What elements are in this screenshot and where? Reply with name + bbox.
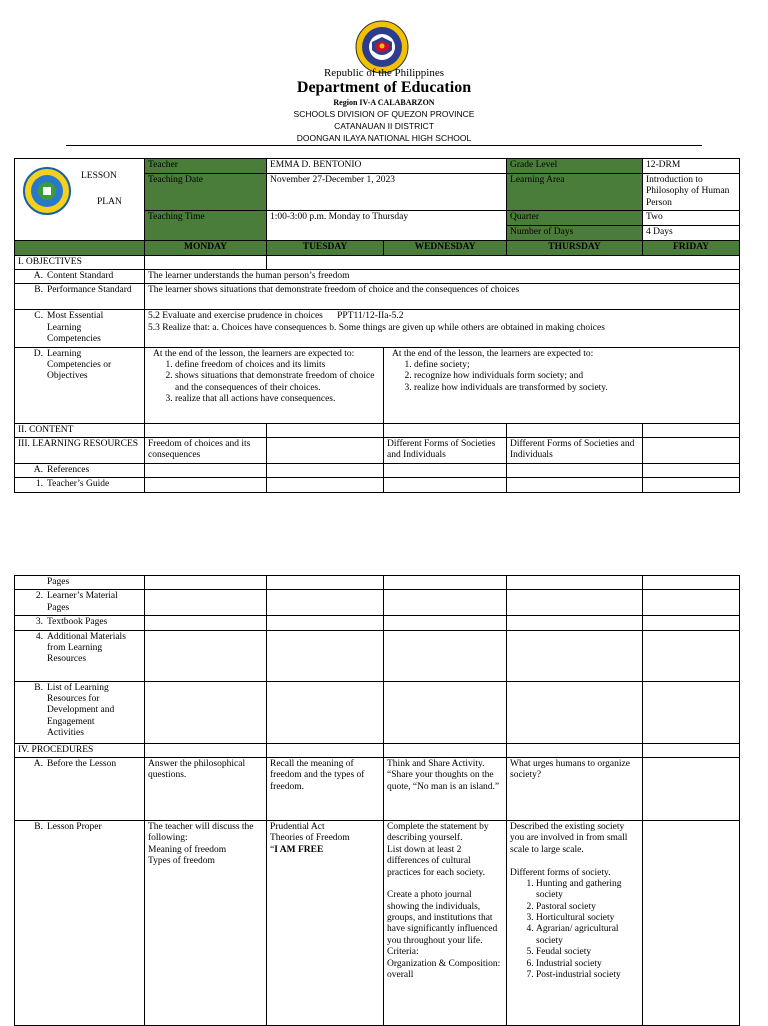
objectives-list: [153, 360, 380, 406]
empty-cell: [507, 463, 643, 477]
label-key: B.: [34, 682, 43, 693]
day-header-tuesday: TUESDAY: [267, 241, 384, 255]
before-lesson-thursday: What urges humans to organize society?: [507, 757, 643, 820]
label-text: Lesson Proper: [47, 821, 102, 832]
objective-item: 3. realize that all actions have consequences.: [175, 394, 380, 405]
objectives-list: [392, 360, 736, 394]
label-key: B.: [34, 285, 43, 296]
empty-cell: [507, 423, 643, 437]
content-standard-label: [15, 269, 145, 283]
content-standard-text: The learner understands the human person’s freedom: [145, 269, 740, 283]
empty-cell: [145, 681, 267, 743]
society-form-item: 5. Feudal society: [536, 947, 639, 958]
empty-cell: [267, 590, 384, 616]
resources-thursday: Different Forms of Societies and Individuals: [507, 437, 643, 463]
empty-cell: [507, 616, 643, 630]
empty-cell: [267, 576, 384, 590]
label-text: List of Learning Resources for Development and Engagement Activities: [47, 682, 115, 739]
lesson-proper-label: [15, 820, 145, 1025]
objectives-intro: At the end of the lesson, the learners are expected to:: [153, 348, 355, 359]
learning-area-label: Learning Area: [507, 174, 643, 211]
deped-seal-logo: [355, 20, 409, 74]
empty-cell: [643, 757, 740, 820]
empty-cell: [267, 478, 384, 492]
label-key: C.: [34, 311, 43, 322]
teaching-time-label: Teaching Time: [145, 211, 267, 241]
society-form-item: 7. Post-industrial society: [536, 970, 639, 981]
lesson-proper-monday: The teacher will discuss the following: Meaning of freedom Types of freedom: [145, 820, 267, 1025]
performance-standard-label: [15, 284, 145, 310]
empty-cell: [507, 590, 643, 616]
empty-cell: [643, 576, 740, 590]
department-title: Department of Education: [296, 79, 472, 96]
resources-wednesday: Different Forms of Societies and Individuals: [384, 437, 507, 463]
teaching-time-value: 1:00-3:00 p.m. Monday to Thursday: [267, 211, 507, 241]
label-key: A.: [33, 464, 43, 475]
performance-standard-text: The learner shows situations that demonstrate freedom of choice and the consequences of choices: [145, 284, 740, 310]
school-logo: [23, 167, 71, 215]
republic-text: Republic of the Philippines: [323, 67, 445, 79]
objective-item: 3. realize how individuals are transformed by society.: [414, 383, 736, 394]
empty-cell: [507, 576, 643, 590]
empty-cell: [384, 478, 507, 492]
days-value: 4 Days: [643, 226, 740, 241]
lesson-plan-table-page2: [14, 575, 740, 1026]
label-text: Learner’s Material Pages: [47, 591, 118, 613]
objective-item: 2. recognize how individuals form society; and: [414, 371, 736, 382]
empty-cell: [267, 743, 384, 757]
textbook-pages-label: [15, 616, 145, 630]
empty-cell: [145, 463, 267, 477]
teacher-value: EMMA D. BENTONIO: [267, 159, 507, 174]
society-form-item: 3. Horticultural society: [536, 913, 639, 924]
objectives-d-label: [15, 347, 145, 423]
label-key: A.: [33, 758, 43, 769]
day-header-friday: FRIDAY: [643, 241, 740, 255]
empty-cell: [643, 478, 740, 492]
empty-cell: [145, 590, 267, 616]
empty-cell: [384, 616, 507, 630]
empty-cell: [145, 423, 267, 437]
quarter-label: Quarter: [507, 211, 643, 226]
header-divider: [66, 145, 702, 146]
before-lesson-tuesday: Recall the meaning of freedom and the types of freedom.: [267, 757, 384, 820]
day-header-thursday: THURSDAY: [507, 241, 643, 255]
empty-cell: [507, 478, 643, 492]
objectives-wed-thu: [384, 347, 740, 423]
day-header-monday: MONDAY: [145, 241, 267, 255]
learners-material-label: [15, 590, 145, 616]
district-text: CATANAUAN II DISTRICT: [334, 121, 434, 131]
empty-cell: [643, 590, 740, 616]
empty-cell: [267, 437, 384, 463]
learning-resources-label: III. LEARNING RESOURCES: [15, 437, 145, 463]
empty-cell: [267, 423, 384, 437]
empty-cell: [643, 437, 740, 463]
label-text: Most Essential Learning Competencies: [47, 311, 104, 345]
empty-cell: [267, 681, 384, 743]
empty-cell: [145, 478, 267, 492]
empty-cell: [267, 616, 384, 630]
lesson-plan-title-cell: [15, 159, 145, 241]
label-text: References: [47, 464, 90, 475]
empty-cell: [643, 743, 740, 757]
lesson-title: LESSON: [81, 171, 117, 181]
additional-materials-label: [15, 630, 145, 681]
empty-cell: [643, 423, 740, 437]
objectives-intro: At the end of the lesson, the learners are expected to:: [392, 348, 594, 359]
teachers-guide-label: [15, 478, 145, 492]
empty-cell: [267, 255, 740, 269]
quarter-value: Two: [643, 211, 740, 226]
label-key: 2.: [35, 591, 43, 602]
lesson-plan-table-page1: [14, 158, 740, 493]
empty-cell: [507, 681, 643, 743]
lesson-proper-tuesday: [267, 820, 384, 1025]
label-text: Pages: [47, 577, 70, 587]
society-form-item: 1. Hunting and gathering society: [536, 879, 639, 902]
label-text: Additional Materials from Learning Resources: [47, 631, 126, 665]
empty-cell: [145, 616, 267, 630]
lesson-proper-thursday: [507, 820, 643, 1025]
empty-cell: [145, 630, 267, 681]
procedures-section-label: IV. PROCEDURES: [15, 743, 145, 757]
label-key: 4.: [35, 631, 43, 642]
i-am-free-text: I AM FREE: [274, 844, 324, 855]
label-text: Textbook Pages: [47, 617, 108, 628]
learning-area-value: Introduction to Philosophy of Human Person: [643, 174, 740, 211]
empty-cell: [643, 681, 740, 743]
days-label: Number of Days: [507, 226, 643, 241]
lesson-proper-tuesday-text: Prudential Act Theories of Freedom “: [270, 821, 350, 855]
label-key: 1.: [35, 479, 43, 490]
region-text: Region IV-A CALABARZON: [333, 98, 435, 107]
empty-cell: [384, 743, 507, 757]
objective-item: 1. define society;: [414, 360, 736, 371]
lesson-proper-thursday-intro: Described the existing society you are involved in from small scale to large scale. Different forms of society.: [510, 821, 628, 878]
melc-line-2: 5.3 Realize that: a. Choices have consequences b. Some things are given up while others are obtained in making choices: [148, 322, 605, 333]
teaching-date-label: Teaching Date: [145, 174, 267, 211]
label-key: D.: [33, 348, 43, 359]
empty-cell: [643, 630, 740, 681]
references-label: [15, 463, 145, 477]
melc-line-1: 5.2 Evaluate and exercise prudence in choices PPT11/12-IIa-5.2: [148, 311, 404, 322]
empty-cell: [643, 616, 740, 630]
empty-cell: [507, 630, 643, 681]
label-text: Performance Standard: [47, 285, 132, 296]
pages-label: [15, 576, 145, 590]
before-lesson-label: [15, 757, 145, 820]
empty-cell: [384, 423, 507, 437]
grade-value: 12-DRM: [643, 159, 740, 174]
empty-cell: [267, 630, 384, 681]
melc-text: [145, 310, 740, 347]
empty-cell: [145, 576, 267, 590]
before-lesson-wednesday: Think and Share Activity. “Share your thoughts on the quote, “No man is an island.”: [384, 757, 507, 820]
content-section-label: II. CONTENT: [15, 423, 145, 437]
list-of-resources-label: [15, 681, 145, 743]
society-form-item: 4. Agrarian/ agricultural society: [536, 924, 639, 947]
empty-cell: [384, 576, 507, 590]
teaching-date-value: November 27-December 1, 2023: [267, 174, 507, 211]
empty-cell: [145, 743, 267, 757]
empty-cell: [384, 630, 507, 681]
objective-item: 1. define freedom of choices and its limits: [175, 360, 380, 371]
label-text: Learning Competencies or Objectives: [47, 348, 112, 382]
empty-cell: [507, 743, 643, 757]
empty-cell: [145, 255, 267, 269]
empty-cell: [643, 820, 740, 1025]
resources-monday: Freedom of choices and its consequences: [145, 437, 267, 463]
objectives-mon-tue: [145, 347, 384, 423]
objective-item: 2. shows situations that demonstrate freedom of choice and the consequences of their choices.: [175, 371, 380, 394]
plan-title: PLAN: [97, 197, 122, 207]
label-text: Teacher’s Guide: [47, 479, 110, 490]
label-key: A.: [33, 270, 43, 281]
grade-label: Grade Level: [507, 159, 643, 174]
society-forms-list: [510, 879, 639, 982]
empty-cell: [384, 681, 507, 743]
label-key: B.: [34, 821, 43, 832]
society-form-item: 6. Industrial society: [536, 959, 639, 970]
teacher-label: Teacher: [145, 159, 267, 174]
empty-cell: [267, 463, 384, 477]
melc-label: [15, 310, 145, 347]
label-text: Before the Lesson: [47, 758, 117, 769]
empty-cell: [384, 463, 507, 477]
before-lesson-monday: Answer the philosophical questions.: [145, 757, 267, 820]
lesson-proper-wednesday: Complete the statement by describing yourself. List down at least 2 differences of cultural practices for each society. Create a photo journal showing the individuals, groups, and institutions that have significantly influenced you throughout your life. Criteria: Organization & Composition: overall: [384, 820, 507, 1025]
label-text: Content Standard: [47, 270, 114, 281]
empty-cell: [384, 590, 507, 616]
empty-cell: [643, 463, 740, 477]
objectives-section-label: I. OBJECTIVES: [15, 255, 145, 269]
day-header-blank: [15, 241, 145, 255]
school-text: DOONGAN ILAYA NATIONAL HIGH SCHOOL: [296, 133, 472, 143]
division-text: SCHOOLS DIVISION OF QUEZON PROVINCE: [293, 109, 475, 119]
label-key: 3.: [35, 617, 43, 628]
society-form-item: 2. Pastoral society: [536, 902, 639, 913]
day-header-wednesday: WEDNESDAY: [384, 241, 507, 255]
